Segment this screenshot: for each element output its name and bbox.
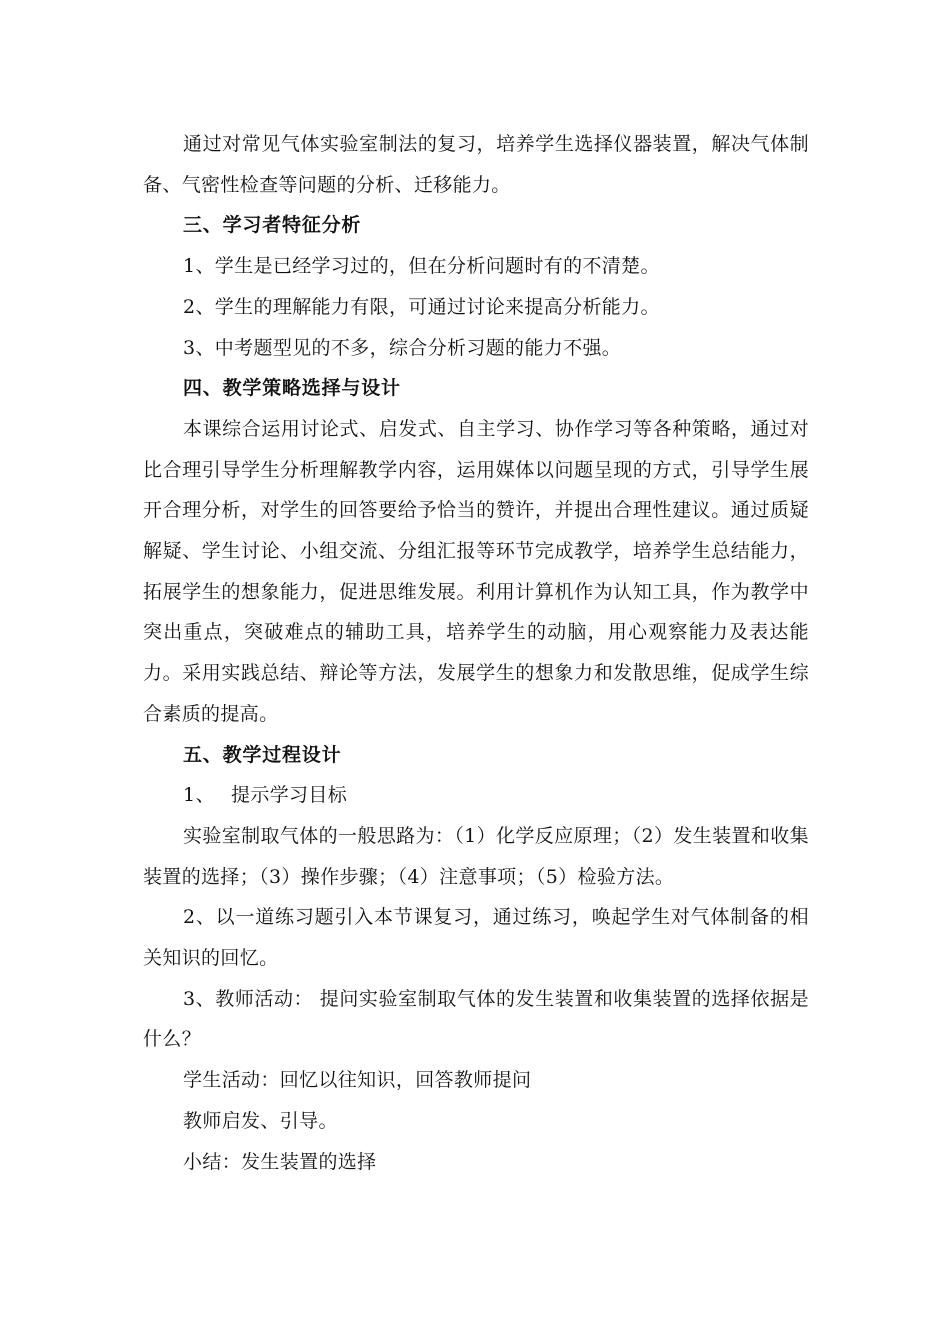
learner-item-3: 3、中考题型见的不多，综合分析习题的能力不强。 [183,336,622,359]
intro-paragraph: 通过对常见气体实验室制法的复习，培养学生选择仪器装置，解决气体制备、气密性检查等问题的分析、迁移能力。 [143,133,809,196]
section-heading-learner-analysis: 三、学习者特征分析 [183,214,362,237]
section-heading-teaching-process: 五、教学过程设计 [183,743,342,766]
teaching-strategy-paragraph: 本课综合运用讨论式、启发式、自主学习、协作学习等各种策略，通过对比合理引导学生分析理解教学内容，运用媒体以问题呈现的方式，引导学生展开合理分析，对学生的回答要给予恰当的赞许，并提出合理性建议。通过质疑解疑、学生讨论、小组交流、分组汇报等环节完成教学，培养学生总结能力，拓展学生的想象能力，促进思维发展。利用计算机作为认知工具，作为教学中突出重点，突破难点的辅助工具，培养学生的动脑，用心观察能力及表达能力。采用实践总结、辩论等方法，发展学生的想象力和发散思维，促成学生综合素质的提高。 [143,417,809,725]
teacher-guidance: 教师启发、引导。 [183,1109,338,1132]
step-1-text: 实验室制取气体的一般思路为：（1）化学反应原理；（2）发生装置和收集装置的选择；（3）操作步骤；（4）注意事项；（5）检验方法。 [143,824,809,888]
student-activity: 学生活动：回忆以往知识，回答教师提问 [183,1069,532,1092]
learner-item-1: 1、学生是已经学习过的，但在分析问题时有的不清楚。 [183,255,660,278]
step-1-line [143,775,809,816]
document-body [143,124,809,1182]
step-3-text: 3、教师活动： 提问实验室制取气体的发生装置和收集装置的选择依据是什么？ [143,987,809,1051]
step-1-title: 提示学习目标 [231,784,348,807]
summary-line: 小结：发生装置的选择 [183,1150,377,1173]
step-2-text: 2、以一道练习题引入本节课复习，通过练习，唤起学生对气体制备的相关知识的回忆。 [143,906,809,970]
section-heading-teaching-strategy: 四、教学策略选择与设计 [183,377,401,400]
learner-item-2: 2、学生的理解能力有限，可通过讨论来提高分析能力。 [183,295,660,318]
step-1-number: 1、 [183,784,215,807]
